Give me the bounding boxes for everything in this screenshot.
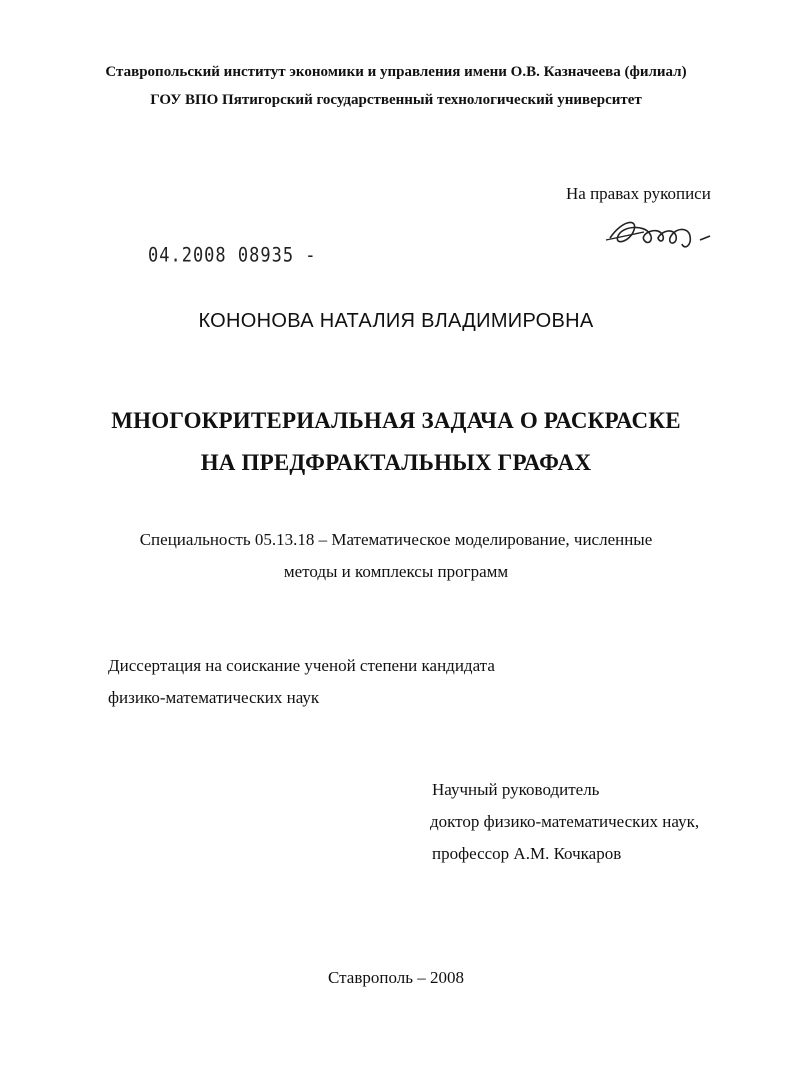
specialty-line-2: методы и комплексы программ — [283, 562, 509, 581]
author-name: КОНОНОВА НАТАЛИЯ ВЛАДИМИРОВНА — [198, 310, 594, 332]
specialty-line-1: Специальность 05.13.18 – Математическое моделирование, численные — [139, 530, 653, 549]
dissertation-line-1: Диссертация на соискание ученой степени кандидата — [108, 656, 495, 675]
supervisor-label: Научный руководитель — [432, 780, 600, 799]
title-line-2: НА ПРЕДФРАКТАЛЬНЫХ ГРАФАХ — [200, 450, 592, 475]
city-year: Ставрополь – 2008 — [328, 968, 464, 987]
institution-line-1: Ставропольский институт экономики и управления имени О.В. Казначеева (филиал) — [105, 64, 687, 80]
title-line-1: МНОГОКРИТЕРИАЛЬНАЯ ЗАДАЧА О РАСКРАСКЕ — [111, 408, 681, 433]
institution-line-2: ГОУ ВПО Пятигорский государственный технологический университет — [150, 92, 642, 108]
archive-stamp: 04.2008 08935 - — [148, 244, 317, 267]
rights-note: На правах рукописи — [566, 184, 711, 203]
supervisor-degree: доктор физико-математических наук, — [430, 812, 700, 831]
author-signature — [604, 210, 716, 256]
dissertation-line-2: физико-математических наук — [108, 688, 320, 707]
supervisor-name: профессор А.М. Кочкаров — [432, 844, 622, 863]
